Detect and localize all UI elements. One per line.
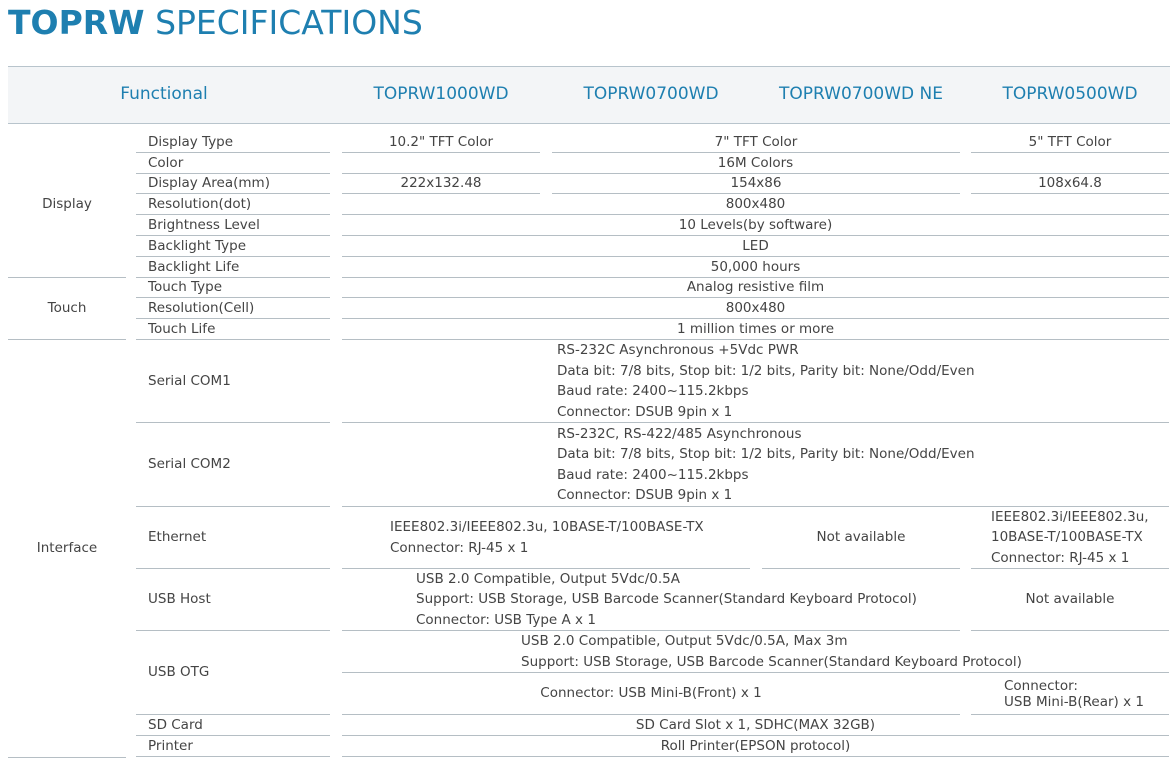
label-backlight-life: Backlight Life	[136, 257, 330, 278]
value-usb-host-0500wd: Not available	[971, 569, 1169, 631]
header-model-1000wd: TOPRW1000WD	[373, 84, 509, 104]
group-touch-label: Touch	[47, 300, 87, 317]
label-serial-com2: Serial COM2	[136, 423, 330, 507]
serial-com1-lines	[557, 340, 975, 422]
value-usb-otg-connector: Connector: USB Mini-B(Front) x 1	[342, 673, 960, 715]
value-usb-otg-connector-0500wd	[971, 673, 1169, 715]
label-touch-type: Touch Type	[136, 278, 330, 298]
value-sd-card: SD Card Slot x 1, SDHC(MAX 32GB)	[342, 715, 1169, 736]
label-color: Color	[136, 153, 330, 174]
value-printer: Roll Printer(EPSON protocol)	[342, 736, 1169, 757]
group-interface	[8, 340, 126, 758]
page-title-rest: SPECIFICATIONS	[155, 3, 423, 42]
ethernet-0500-line: Connector: RJ-45 x 1	[991, 549, 1130, 566]
usb-otg-line: USB 2.0 Compatible, Output 5Vdc/0.5A, Max 3m	[521, 633, 848, 649]
value-backlight-type: LED	[342, 236, 1169, 257]
label-usb-host: USB Host	[136, 569, 330, 631]
value-touch-life: 1 million times or more	[342, 319, 1169, 340]
usb-otg-line: Support: USB Storage, USB Barcode Scanner(Standard Keyboard Protocol)	[521, 653, 1022, 670]
header-model-0500wd: TOPRW0500WD	[1002, 84, 1138, 104]
value-usb-otg	[342, 631, 1169, 673]
value-ethernet-0500wd	[971, 507, 1169, 569]
ethernet-0500-lines	[991, 507, 1149, 569]
value-display-type-0500wd: 5" TFT Color	[971, 132, 1169, 153]
label-serial-com1: Serial COM1	[136, 340, 330, 423]
group-display-label: Display	[42, 196, 92, 213]
value-usb-host	[342, 569, 960, 631]
usb-host-line: Connector: USB Type A x 1	[416, 611, 596, 628]
usb-host-line: Support: USB Storage, USB Barcode Scanner(Standard Keyboard Protocol)	[416, 591, 917, 608]
value-display-type-1000wd: 10.2" TFT Color	[342, 132, 540, 153]
header-model-0700wd: TOPRW0700WD	[583, 84, 719, 104]
serial-com1-line: Baud rate: 2400~115.2kbps	[557, 383, 749, 399]
value-ethernet-0700wd-ne: Not available	[762, 507, 960, 569]
label-touch-life: Touch Life	[136, 319, 330, 340]
label-brightness: Brightness Level	[136, 215, 330, 236]
serial-com2-line: RS-232C, RS-422/485 Asynchronous	[557, 425, 802, 442]
value-brightness: 10 Levels(by software)	[342, 215, 1169, 236]
group-touch	[8, 278, 126, 340]
header-functional: Functional	[120, 84, 208, 104]
serial-com1-line: RS-232C Asynchronous +5Vdc PWR	[557, 342, 799, 358]
page-title-brand: TOPRW	[8, 3, 145, 42]
value-display-area-1000wd: 222x132.48	[342, 174, 540, 194]
usb-host-lines	[416, 569, 917, 631]
value-resolution-cell: 800x480	[342, 298, 1169, 319]
serial-com2-line: Baud rate: 2400~115.2kbps	[557, 466, 749, 483]
value-serial-com1	[342, 340, 1169, 423]
serial-com2-line: Connector: DSUB 9pin x 1	[557, 487, 733, 503]
ethernet-line: IEEE802.3i/IEEE802.3u, 10BASE-T/100BASE-TX	[390, 519, 704, 535]
value-ethernet-1000wd-0700wd	[342, 507, 750, 569]
usb-otg-0500-line: Connector:	[1004, 677, 1078, 694]
value-touch-type: Analog resistive film	[342, 278, 1169, 298]
label-display-area: Display Area(mm)	[136, 174, 330, 194]
ethernet-0500-line: 10BASE-T/100BASE-TX	[991, 529, 1143, 546]
value-backlight-life: 50,000 hours	[342, 257, 1169, 278]
serial-com1-line: Data bit: 7/8 bits, Stop bit: 1/2 bits, Parity bit: None/Odd/Even	[557, 362, 975, 379]
group-interface-label: Interface	[36, 540, 98, 557]
label-display-type: Display Type	[136, 132, 330, 153]
label-ethernet: Ethernet	[136, 507, 330, 569]
value-display-area-0700wd: 154x86	[552, 174, 960, 194]
serial-com2-lines	[557, 424, 975, 506]
value-resolution-dot: 800x480	[342, 194, 1169, 215]
group-display	[8, 132, 126, 278]
label-backlight-type: Backlight Type	[136, 236, 330, 257]
ethernet-0500-line: IEEE802.3i/IEEE802.3u,	[991, 508, 1149, 525]
usb-otg-lines	[521, 631, 1022, 672]
serial-com2-line: Data bit: 7/8 bits, Stop bit: 1/2 bits, Parity bit: None/Odd/Even	[557, 446, 975, 462]
value-display-area-0500wd: 108x64.8	[971, 174, 1169, 194]
label-usb-otg: USB OTG	[136, 631, 330, 715]
ethernet-line: Connector: RJ-45 x 1	[390, 539, 529, 556]
page-title	[8, 2, 423, 44]
label-printer: Printer	[136, 736, 330, 757]
label-resolution-cell: Resolution(Cell)	[136, 298, 330, 319]
usb-host-line: USB 2.0 Compatible, Output 5Vdc/0.5A	[416, 570, 680, 587]
usb-otg-0500-line: USB Mini-B(Rear) x 1	[1004, 693, 1144, 710]
ethernet-lines	[390, 517, 704, 558]
header-model-0700wd-ne: TOPRW0700WD NE	[779, 84, 943, 104]
usb-otg-0500-lines	[1004, 678, 1144, 710]
value-serial-com2	[342, 423, 1169, 507]
label-sd-card: SD Card	[136, 715, 330, 736]
label-resolution-dot: Resolution(dot)	[136, 194, 330, 215]
value-color: 16M Colors	[342, 153, 1169, 174]
serial-com1-line: Connector: DSUB 9pin x 1	[557, 403, 733, 420]
value-display-type-0700wd: 7" TFT Color	[552, 132, 960, 153]
